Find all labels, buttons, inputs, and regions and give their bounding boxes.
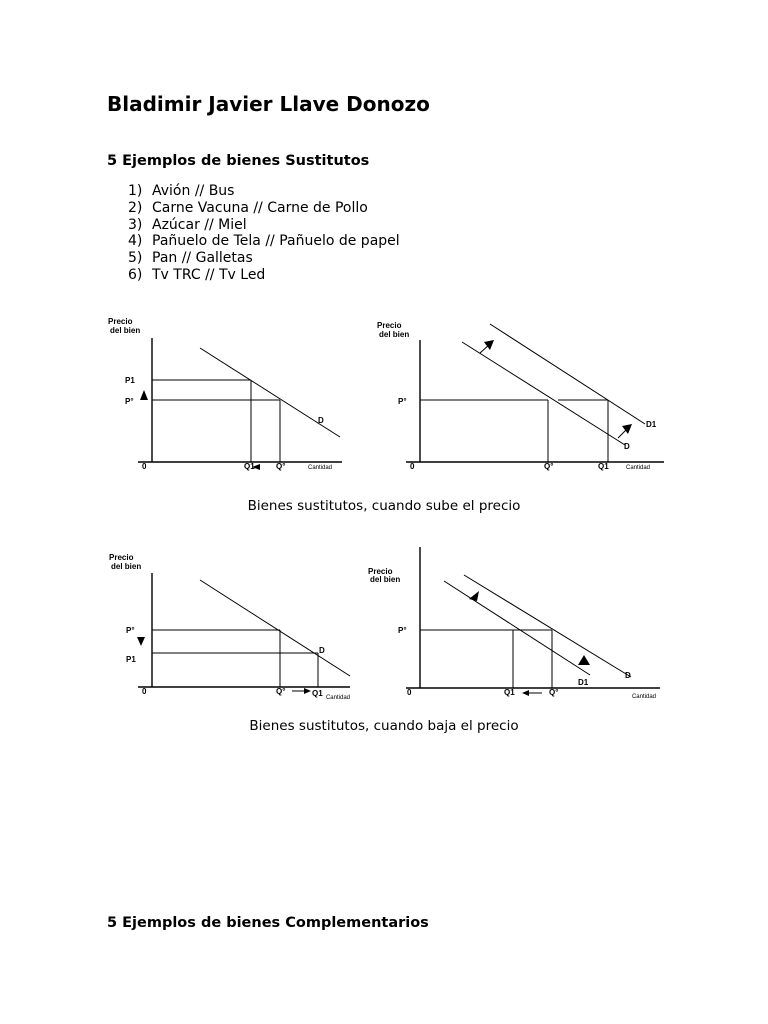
q1-label: Q1 xyxy=(504,688,515,697)
x-axis-label: Cantidad xyxy=(631,694,656,700)
list-item: 4) Pañuelo de Tela // Pañuelo de papel xyxy=(128,233,400,250)
caption-price-fall: Bienes sustitutos, cuando baja el precio xyxy=(249,718,519,734)
y-axis-label: Precio xyxy=(109,553,134,562)
demand-label: D xyxy=(318,416,324,425)
y-axis-label: del bien xyxy=(379,330,410,339)
q0-label: Q° xyxy=(549,688,559,697)
list-item: 2) Carne Vacuna // Carne de Pollo xyxy=(128,199,368,216)
arrow-icon xyxy=(578,655,590,665)
demand-curve xyxy=(462,342,625,445)
demand-label: D xyxy=(319,646,325,655)
p0-label: P° xyxy=(125,397,134,406)
q1-label: Q1 xyxy=(244,462,255,471)
graph-price-fall-shift xyxy=(366,545,666,705)
arrow-up-icon xyxy=(140,390,148,400)
arrow-down-icon xyxy=(137,637,145,646)
y-axis-label: Precio xyxy=(368,567,393,576)
arrow-right-icon xyxy=(304,688,311,694)
demand-label: D xyxy=(625,671,631,680)
document-author: Bladimir Javier Llave Donozo xyxy=(107,92,430,116)
q0-label: Q° xyxy=(544,462,554,471)
x-axis-label: Cantidad xyxy=(325,695,350,701)
graph-price-rise-shift xyxy=(370,318,670,483)
origin-label: 0 xyxy=(142,462,147,471)
y-axis-label: del bien xyxy=(110,326,141,335)
substitutes-list xyxy=(128,183,400,284)
origin-label: 0 xyxy=(410,462,415,471)
list-item: 6) Tv TRC // Tv Led xyxy=(128,266,266,283)
graph-price-fall-movement xyxy=(100,548,360,708)
demand-shifted-label: D1 xyxy=(646,420,657,429)
graph-price-rise-movement xyxy=(100,310,350,480)
substitutes-heading: 5 Ejemplos de bienes Sustitutos xyxy=(107,153,370,169)
q1-label: Q1 xyxy=(312,689,323,698)
x-axis-label: Cantidad xyxy=(626,465,651,471)
arrow-left-icon xyxy=(522,690,529,696)
y-axis-label: Precio xyxy=(108,317,133,326)
p0-label: P° xyxy=(398,626,407,635)
complements-heading: 5 Ejemplos de bienes Complementarios xyxy=(107,915,429,931)
y-axis-label: del bien xyxy=(370,575,401,584)
demand-curve-shifted xyxy=(444,581,590,675)
p0-label: P° xyxy=(126,626,135,635)
p1-label: P1 xyxy=(125,376,135,385)
arrow-icon xyxy=(469,591,479,601)
y-axis-label: Precio xyxy=(377,321,402,330)
y-axis-label: del bien xyxy=(111,562,142,571)
q0-label: Q° xyxy=(276,687,286,696)
list-item: 3) Azúcar // Miel xyxy=(128,216,247,233)
origin-label: 0 xyxy=(407,688,412,697)
demand-label: D xyxy=(624,442,630,451)
q1-label: Q1 xyxy=(598,462,609,471)
q0-label: Q° xyxy=(276,462,286,471)
demand-curve xyxy=(200,580,350,676)
origin-label: 0 xyxy=(142,687,147,696)
demand-curve xyxy=(464,575,631,677)
p0-label: P° xyxy=(398,397,407,406)
list-item: 1) Avión // Bus xyxy=(128,183,235,199)
caption-price-rise: Bienes sustitutos, cuando sube el precio xyxy=(247,498,521,514)
x-axis-label: Cantidad xyxy=(308,465,333,471)
list-item: 5) Pan // Galletas xyxy=(128,250,253,267)
demand-shifted-label: D1 xyxy=(578,678,589,687)
p1-label: P1 xyxy=(126,655,136,664)
